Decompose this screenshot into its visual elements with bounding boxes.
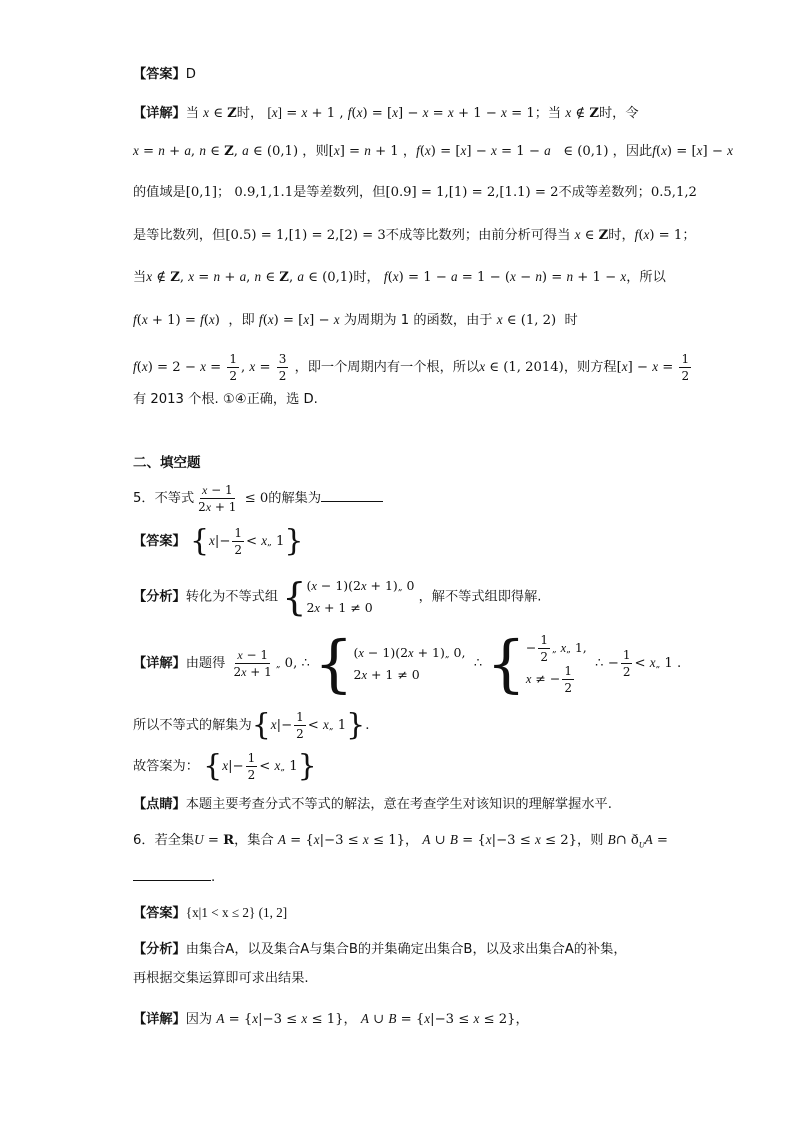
q4-detail-line-2: x = n + a, n ∈ Z, a ∈ (0,1) ，则[x] = n + 1 ，f(x) = [x] − x = 1 − a ∈ (0,1) ，因此f(x) = [x] − x <box>133 143 733 159</box>
answer-label: 【答案】 <box>133 67 186 82</box>
q6-answer <box>133 904 287 923</box>
text: ，即一个周期内有一个根，所以 <box>294 360 480 375</box>
q4-detail-line-3: 的值域是[0,1]； 0.9,1,1.1是等差数列，但[0.9] = 1,[1) = 2,[1.1) = 2不成等差数列；0.5,1,2 <box>133 185 697 200</box>
text: ，则 <box>302 144 329 159</box>
text: 时 <box>564 313 578 328</box>
comment-label: 【点睛】 <box>133 797 186 812</box>
q5-stem: 5．不等式 $\frac{x - 1}{2x + 1}$ ≤ 0的解集为 <box>133 482 383 516</box>
text: 时，令 <box>598 106 639 121</box>
text: 不成等差数列； <box>558 185 651 200</box>
text: ，解不等式组即得解. <box>418 589 542 605</box>
q6-stem: 6．若全集U = R，集合 A = {x|−3 ≤ x ≤ 1}， A ∪ B = {x|−3 ≤ x ≤ 2}，则 B∩ $ð_UA$ = <box>133 832 668 850</box>
analysis-label: 【分析】 <box>133 589 186 605</box>
text: ，所以 <box>626 270 666 285</box>
text: 是等差数列，但 <box>293 185 386 200</box>
q4-detail-line-1: 【详解】当 x ∈ Z时， [x] = x + 1 , f(x) = [x] − x = x + 1 − x = 1；当 x ∉ Z时，令 <box>133 105 639 121</box>
text: 当 <box>133 270 147 285</box>
q5-final-line: 故答案为： {x|− $\frac{1}{2}$ < x„ 1} <box>133 748 317 784</box>
text: 再根据交集运算即可求出结果. <box>133 971 309 986</box>
text: ，则 <box>577 833 604 848</box>
q6-answer-blank-line: . <box>133 868 215 887</box>
text: 正确，选 D. <box>246 392 318 407</box>
text: ， <box>405 833 419 848</box>
q4-answer-value: D <box>185 67 196 82</box>
text: 因为 <box>185 1012 213 1027</box>
detail-label: 【详解】 <box>133 656 186 671</box>
text: 时， <box>236 106 264 121</box>
text: 有 2013 个根. <box>133 392 219 407</box>
q4-detail-line-5: 当x ∉ Z, x = n + a, n ∈ Z, a ∈ (0,1)时， f(x) = 1 − a = 1 − (x − n) = n + 1 − x，所以 <box>133 269 666 285</box>
text: 不成等比数列；由前分析可得当 <box>385 228 571 243</box>
q6-answer-value: {x|1 < x ≤ 2} (1, 2] <box>185 905 288 920</box>
text: ，集合 <box>234 833 274 848</box>
text: ， <box>515 1012 529 1027</box>
text: 6．若全集 <box>133 833 195 848</box>
text: 为周期为 1 的函数，由于 <box>343 313 493 328</box>
text: ； <box>217 185 231 200</box>
section-title-text: 二、填空题 <box>133 455 201 471</box>
answer-label: 【答案】 <box>133 906 186 921</box>
q6-analysis-line-2 <box>133 970 309 988</box>
q4-answer-line <box>133 66 196 84</box>
text: 5．不等式 <box>133 491 195 506</box>
text: ， <box>343 1012 357 1027</box>
circled-4: ④ <box>234 392 247 407</box>
q4-detail-line-8 <box>133 391 318 409</box>
answer-blank[interactable] <box>133 868 211 881</box>
q6-analysis-line-1 <box>133 941 627 959</box>
text: 时， <box>353 270 380 285</box>
text: ； <box>682 228 696 243</box>
detail-label: 【详解】 <box>133 106 186 121</box>
q5-detail: 【详解】由题得 $\frac{x - 1}{2x + 1}$ „ 0, ∴ { (x − 1)(2x + 1)„ 0, 2x + 1 ≠ 0 ∴ { − $\frac{1}{2}$ „ x„ 1, x ≠ − $\frac{1}{2}$ ∴ − $\frac{1}{2}$ < x„ 1 . <box>133 626 682 700</box>
answer-blank[interactable] <box>321 489 383 502</box>
text: 的解集为 <box>268 491 322 506</box>
text: ，则方程 <box>563 360 617 375</box>
text: 所以不等式的解集为 <box>133 718 252 733</box>
text: 本题主要考查分式不等式的解法，意在考查学生对该知识的理解掌握水平. <box>185 797 612 812</box>
q5-answer: 【答案】 {x|− $\frac{1}{2}$ < x„ 1} <box>133 523 304 559</box>
text: ；当 <box>534 106 562 121</box>
answer-label: 【答案】 <box>133 534 186 549</box>
q5-analysis: 【分析】转化为不等式组 { (x − 1)(2x + 1)„ 0 2x + 1 ≠ 0 ，解不等式组即得解. <box>133 575 542 619</box>
text: ，因此 <box>612 144 653 159</box>
text: 时， <box>608 228 635 243</box>
q5-comment <box>133 796 612 814</box>
detail-label: 【详解】 <box>133 1012 186 1027</box>
text: 当 <box>185 106 199 121</box>
analysis-label: 【分析】 <box>133 942 186 957</box>
text: 的值域是 <box>133 185 186 200</box>
q6-detail: 【详解】因为 A = {x|−3 ≤ x ≤ 1}， A ∪ B = {x|−3 ≤ x ≤ 2}， <box>133 1011 529 1027</box>
text: ，即 <box>228 313 255 328</box>
text: 由集合A，以及集合A与集合B的并集确定出集合B，以及求出集合A的补集， <box>185 942 627 957</box>
text: 是等比数列，但 <box>133 228 226 243</box>
q4-detail-line-6: f(x + 1) = f(x) ，即 f(x) = [x] − x 为周期为 1 的函数，由于 x ∈ (1, 2) 时 <box>133 312 578 328</box>
text: 故答案为： <box>133 759 199 774</box>
text: 由题得 <box>185 656 226 671</box>
q4-detail-line-7: f(x) = 2 − x = $\frac{1}{2}$ , x = $\frac{3}{2}$ ，即一个周期内有一个根，所以x ∈ (1, 2014)，则方程[x] − x = $\frac{1}{2}$ <box>133 352 690 383</box>
section-title <box>133 454 201 473</box>
circled-1: ① <box>222 392 235 407</box>
q4-detail-line-4: 是等比数列，但[0.5) = 1,[1) = 2,[2) = 3不成等比数列；由前分析可得当 x ∈ Z时，f(x) = 1； <box>133 227 696 243</box>
q5-so-line: 所以不等式的解集为{x|− $\frac{1}{2}$ < x„ 1}. <box>133 707 370 743</box>
text: 转化为不等式组 <box>185 589 279 605</box>
